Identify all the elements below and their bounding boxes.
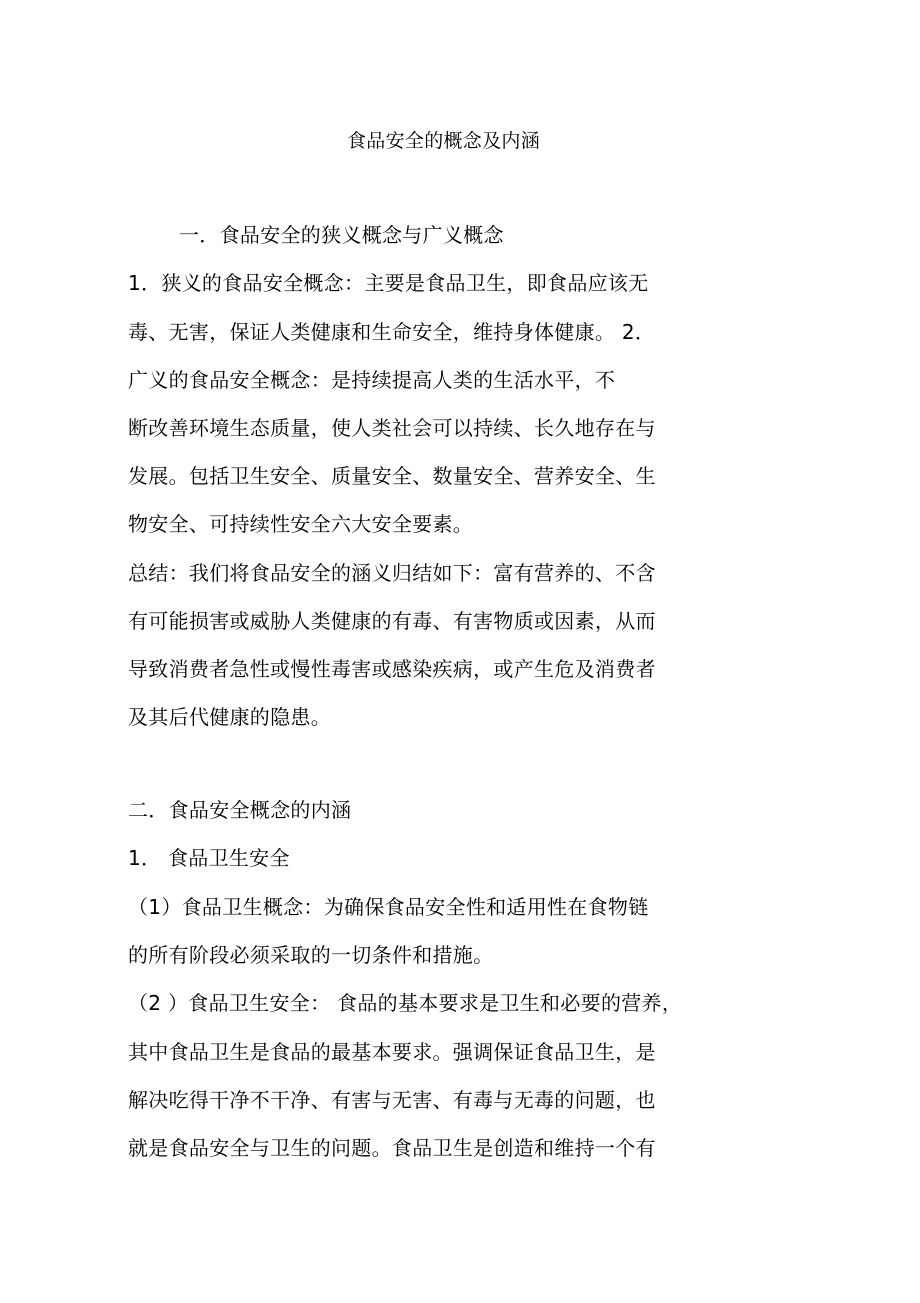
paragraph-line: 断改善环境生态质量，使人类社会可以持续、长久地存在与 [128,416,656,440]
paragraph-line: 发展。包括卫生安全、质量安全、数量安全、营养安全、生 [128,464,656,488]
paragraph-line: 就是食品安全与卫生的问题。食品卫生是创造和维持一个有 [128,1136,656,1160]
paragraph-line: 有可能损害或威胁人类健康的有毒、有害物质或因素，从而 [128,609,656,633]
section-2-heading: 二．食品安全概念的内涵 [128,798,352,822]
section-1-heading: 一．食品安全的狭义概念与广义概念 [179,223,504,247]
paragraph-line: 其中食品卫生是食品的最基本要求。强调保证食品卫生，是 [128,1040,656,1064]
page-title: 食品安全的概念及内涵 [347,130,541,152]
paragraph-line: 解决吃得干净不干净、有害与无害、有毒与无毒的问题，也 [128,1088,656,1112]
paragraph-line: 总结：我们将食品安全的涵义归结如下：富有营养的、不含 [128,561,656,585]
paragraph-line: 导致消费者急性或慢性毒害或感染疾病，或产生危及消费者 [128,657,656,681]
paragraph-line: 及其后代健康的隐患。 [128,705,331,729]
paragraph-line: 毒、无害，保证人类健康和生命安全，维持身体健康。 2． [128,320,656,344]
paragraph-line: （1）食品卫生概念：为确保食品安全性和适用性在食物链 [128,895,649,919]
paragraph-line: 广义的食品安全概念：是持续提高人类的生活水平，不 [128,368,616,392]
section-2-subheading: 1． 食品卫生安全 [128,846,290,870]
paragraph-line: 物安全、可持续性安全六大安全要素。 [128,512,474,536]
paragraph-line: （2 ）食品卫生安全： 食品的基本要求是卫生和必要的营养， [128,991,683,1015]
paragraph-line: 的所有阶段必须采取的一切条件和措施。 [128,943,494,967]
paragraph-line: 1．狭义的食品安全概念：主要是食品卫生，即食品应该无 [128,271,649,295]
